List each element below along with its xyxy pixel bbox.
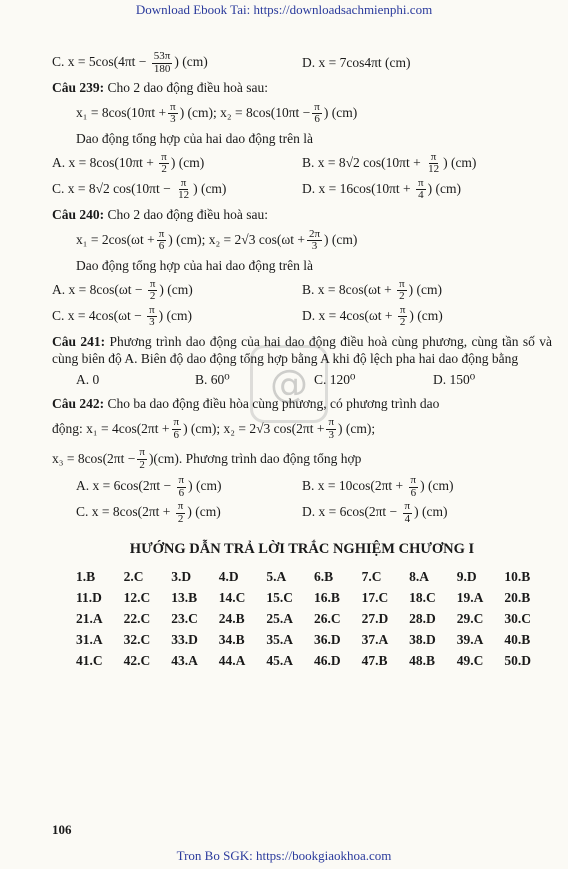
choice-c: C. x = 8cos(2πt + $\frac{\pi}{2}$ ) (cm) bbox=[76, 500, 221, 525]
choice-d: D. x = 6cos(2πt − $\frac{\pi}{4}$ ) (cm) bbox=[302, 500, 448, 525]
question-241: Câu 241: Phương trình dao động của hai dao động điều hoà cùng phương, cùng tần số và cùng biên độ A. Biên độ dao động tổng hợp bằng A khi độ lệch pha hai dao động bằng bbox=[52, 333, 552, 366]
choice-a: A. 0 bbox=[76, 372, 100, 388]
answer-cell: 12.C bbox=[123, 589, 151, 605]
answer-cell: 47.B bbox=[361, 652, 388, 668]
choice-d: D. 150⁰ bbox=[433, 372, 476, 388]
answer-cell: 7.C bbox=[361, 568, 382, 584]
answer-cell: 1.B bbox=[76, 568, 96, 584]
question-242: Câu 242: Cho ba dao động điều hòa cùng phương, có phương trình dao bbox=[52, 395, 440, 411]
answer-cell: 17.C bbox=[361, 589, 389, 605]
answer-cell: 4.D bbox=[218, 568, 239, 584]
choice-b: B. x = 8√2 cos(10πt + $\frac{\pi}{12}$ ) (cm) bbox=[302, 150, 477, 176]
prev-choices: C. x = 5cos(4πt − $\frac{53\pi}{180}$ ) (cm) D. x = 7cos4πt (cm) bbox=[52, 50, 552, 76]
answer-cell: 15.C bbox=[266, 589, 293, 605]
answer-cell: 24.B bbox=[218, 610, 245, 626]
question-239: Câu 239: Cho 2 dao động điều hoà sau: bbox=[52, 80, 268, 95]
choice-d: D. x = 16cos(10πt + $\frac{\pi}{4}$ ) (cm) bbox=[302, 176, 461, 202]
answer-cell: 36.D bbox=[313, 631, 341, 647]
watermark-logo: @ bbox=[250, 345, 328, 423]
choice-a: A. x = 8cos(10πt + $\frac{\pi}{2}$ ) (cm) bbox=[52, 150, 205, 176]
equation: x₁ = 2cos(ωt + $\frac{\pi}{6}$ ) (cm); x₂ = 2√3 cos(ωt + $\frac{2\pi}{3}$ ) (cm) bbox=[76, 227, 358, 253]
answer-row bbox=[76, 630, 552, 651]
choice-c: C. x = 8√2 cos(10πt − $\frac{\pi}{12}$ ) (cm) bbox=[52, 176, 227, 202]
answer-cell: 32.C bbox=[123, 631, 151, 647]
choices-row bbox=[52, 474, 552, 500]
answer-cell: 20.B bbox=[504, 589, 531, 605]
choice-c: C. x = 4cos(ωt − $\frac{\pi}{3}$ ) (cm) bbox=[52, 303, 193, 329]
header-link[interactable]: Download Ebook Tai: https://downloadsachmienphi.com bbox=[135, 2, 433, 17]
answer-cell: 27.D bbox=[361, 610, 389, 626]
choice-d: D. x = 4cos(ωt + $\frac{\pi}{2}$ ) (cm) bbox=[302, 303, 443, 329]
answer-cell: 22.C bbox=[123, 610, 151, 626]
answer-cell: 34.B bbox=[218, 631, 245, 647]
choice-b: B. x = 10cos(2πt + $\frac{\pi}{6}$ ) (cm) bbox=[302, 474, 454, 499]
choice-c: C. 120⁰ bbox=[314, 372, 356, 388]
answer-cell: 8.A bbox=[409, 568, 430, 584]
answer-row bbox=[76, 651, 552, 672]
answer-cell: 21.A bbox=[76, 610, 103, 626]
answer-cell: 49.C bbox=[456, 652, 484, 668]
answer-cell: 11.D bbox=[76, 589, 102, 605]
answer-cell: 39.A bbox=[456, 631, 484, 647]
choice-a: A. x = 8cos(ωt − $\frac{\pi}{2}$ ) (cm) bbox=[52, 277, 193, 303]
answer-cell: 48.B bbox=[409, 652, 436, 668]
answer-cell: 40.B bbox=[504, 631, 531, 647]
choices-row bbox=[52, 177, 552, 203]
answer-cell: 23.C bbox=[171, 610, 198, 626]
page-number: 106 bbox=[52, 822, 72, 837]
equation: x₁ = 8cos(10πt + $\frac{\pi}{3}$ ) (cm); x₂ = 8cos(10πt − $\frac{\pi}{6}$ ) (cm) bbox=[76, 100, 358, 126]
answer-cell: 28.D bbox=[409, 610, 436, 626]
answer-cell: 5.A bbox=[266, 568, 287, 584]
answer-cell: 44.A bbox=[218, 652, 246, 668]
answer-cell: 19.A bbox=[456, 589, 484, 605]
answer-cell: 30.C bbox=[504, 610, 531, 626]
prompt: Dao động tổng hợp của hai dao động trên là bbox=[76, 131, 313, 147]
choices-row bbox=[52, 500, 552, 526]
answer-cell: 46.D bbox=[313, 652, 341, 668]
choice-b: B. 60⁰ bbox=[195, 372, 230, 388]
fraction: $\frac{53\pi}{180}$ bbox=[153, 49, 171, 75]
answer-cell: 18.C bbox=[409, 589, 436, 605]
answer-cell: 41.C bbox=[76, 652, 103, 668]
page-content bbox=[52, 50, 552, 672]
answer-cell: 26.C bbox=[313, 610, 341, 626]
answer-cell: 50.D bbox=[504, 652, 531, 668]
answer-cell: 42.C bbox=[123, 652, 151, 668]
answer-cell: 6.B bbox=[313, 568, 334, 584]
footer-link[interactable]: Tron Bo SGK: https://bookgiaokhoa.com bbox=[176, 848, 392, 863]
answer-row bbox=[76, 588, 552, 609]
answer-row bbox=[76, 567, 552, 588]
answer-cell: 31.A bbox=[76, 631, 103, 647]
answer-cell: 9.D bbox=[456, 568, 477, 584]
equation: động: x₁ = 4cos(2πt + $\frac{\pi}{6}$ ) (cm); x₂ = 2√3 cos(2πt + $\frac{\pi}{3}$ ) (cm); bbox=[52, 416, 376, 441]
answer-cell: 14.C bbox=[218, 589, 246, 605]
answer-cell: 2.C bbox=[123, 568, 144, 584]
answers-title: HƯỚNG DẪN TRẢ LỜI TRẮC NGHIỆM CHƯƠNG I bbox=[129, 541, 475, 558]
answer-cell: 38.D bbox=[409, 631, 436, 647]
answer-row bbox=[76, 609, 552, 630]
prompt: Dao động tổng hợp của hai dao động trên là bbox=[76, 258, 313, 274]
choices-row bbox=[52, 151, 552, 177]
answer-cell: 3.D bbox=[171, 568, 192, 584]
answer-cell: 33.D bbox=[171, 631, 198, 647]
choices-row bbox=[52, 370, 552, 392]
choice-a: A. x = 6cos(2πt − $\frac{\pi}{6}$ ) (cm) bbox=[76, 474, 222, 499]
question-240: Câu 240: Cho 2 dao động điều hoà sau: bbox=[52, 206, 268, 222]
answer-cell: 16.B bbox=[313, 589, 340, 605]
choice-c: C. x = 5cos(4πt − bbox=[52, 54, 150, 70]
answer-cell: 10.B bbox=[504, 568, 531, 584]
choices-row bbox=[52, 304, 552, 330]
answer-cell: 45.A bbox=[266, 652, 293, 668]
answer-cell: 35.A bbox=[266, 631, 293, 647]
answer-key-table bbox=[76, 567, 552, 672]
answer-cell: 25.A bbox=[266, 610, 293, 626]
answer-cell: 29.C bbox=[456, 610, 484, 626]
choice-d: D. x = 7cos4πt (cm) bbox=[302, 54, 411, 70]
answer-cell: 13.B bbox=[171, 589, 198, 605]
answer-cell: 37.A bbox=[361, 631, 389, 647]
answer-cell: 43.A bbox=[171, 652, 198, 668]
choices-row bbox=[52, 278, 552, 304]
equation: x₃ = 8cos(2πt − $\frac{\pi}{2}$ )(cm). Phương trình dao động tổng hợp bbox=[52, 446, 362, 471]
choice-b: B. x = 8cos(ωt + $\frac{\pi}{2}$ ) (cm) bbox=[302, 277, 443, 303]
